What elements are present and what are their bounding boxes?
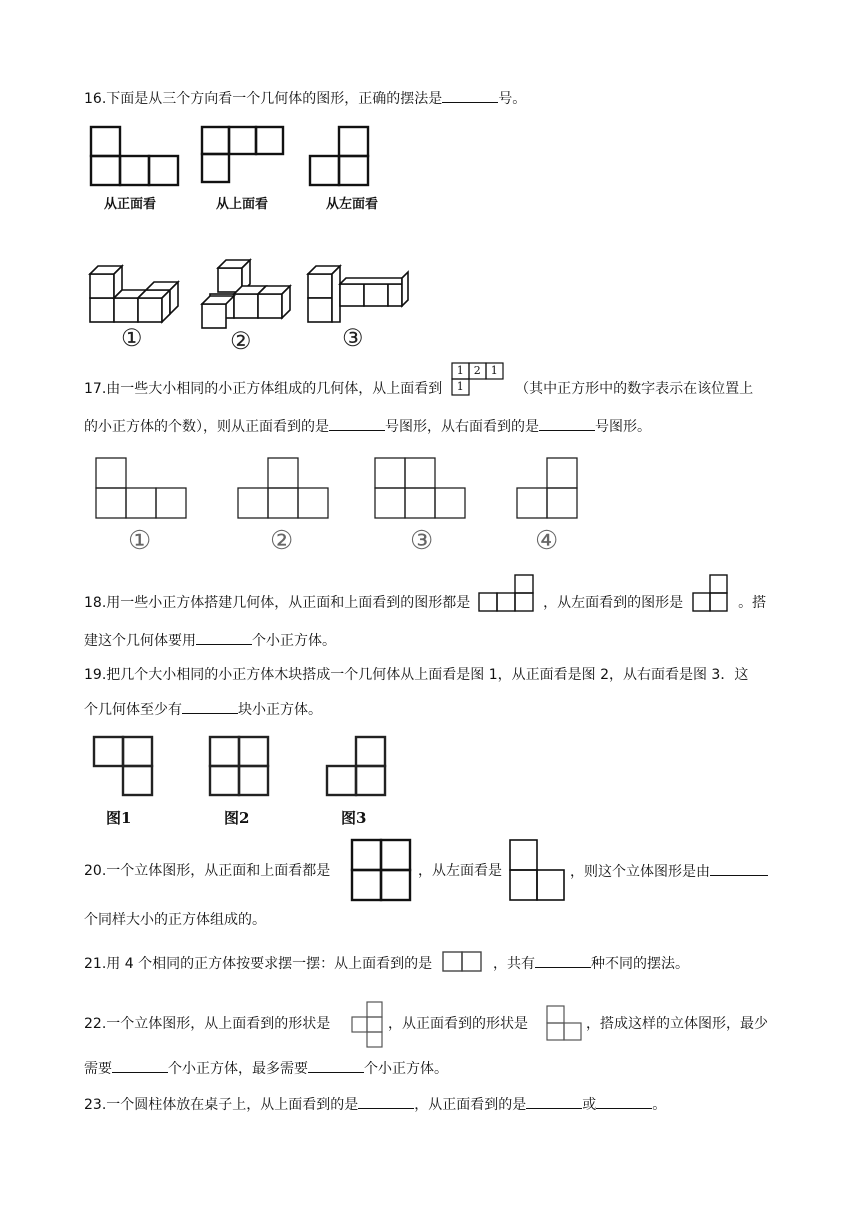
- q18-text-line1: 18.用一些小正方体搭建几何体，从正面和上面看到的图形都是 ，从左面看到的图形是 。搭: [84, 592, 766, 614]
- q23-text: 23.一个圆柱体放在桌子上，从上面看到的是 ，从正面看到的是 或 。: [84, 1094, 666, 1115]
- q18-left-view-figure: [691, 592, 731, 614]
- q17-option-1-figure: [95, 457, 189, 521]
- q16-option-label-3: ③: [342, 324, 364, 352]
- q18-text-line2: 建这个几何体要用 个小正方体。: [84, 630, 336, 651]
- q20-left-view-figure: [508, 838, 568, 904]
- q19-fig2-label: 图2: [224, 809, 250, 827]
- q16-view-label-left: 从左面看: [326, 197, 379, 212]
- q21-answer-blank[interactable]: [535, 953, 591, 968]
- q17-top-view-grid: 1 2 1 1: [451, 372, 507, 406]
- q17-option-2-figure: [237, 457, 331, 521]
- q16-left-view: [309, 126, 373, 186]
- q16-option-1-figure: [88, 262, 188, 326]
- q18-front-top-view-figure: [478, 592, 536, 614]
- q16-text: 16.下面是从三个方向看一个几何体的图形，正确的摆法是 号。: [84, 88, 526, 109]
- q16-front-view: [90, 126, 182, 186]
- q18-answer-blank[interactable]: [196, 630, 252, 645]
- q22-text-mid: ，从正面看到的形状是: [388, 1016, 528, 1032]
- q17-option-label-3: ③: [410, 526, 434, 556]
- q22-text-prefix: 22.一个立体图形，从上面看到的形状是: [84, 1016, 331, 1032]
- q22-max-answer-blank[interactable]: [308, 1058, 364, 1073]
- q19-fig1: [92, 735, 154, 799]
- q17-right-answer-blank[interactable]: [539, 416, 595, 431]
- q19-fig1-label: 图1: [106, 809, 132, 827]
- q19-fig2: [208, 735, 270, 799]
- q19-fig3: [325, 735, 387, 799]
- q17-option-label-1: ①: [128, 526, 152, 556]
- q21-text: 21.用 4 个相同的正方体按要求摆一摆：从上面看到的是 ，共有 种不同的摆法。: [84, 953, 689, 975]
- q20-text-line2: 个同样大小的正方体组成的。: [84, 912, 266, 928]
- q17-option-3-figure: [374, 457, 468, 521]
- q19-fig3-label: 图3: [341, 809, 367, 827]
- q17-front-answer-blank[interactable]: [329, 416, 385, 431]
- q22-min-answer-blank[interactable]: [112, 1058, 168, 1073]
- q22-front-view-figure: [545, 1004, 585, 1044]
- q17-option-4-figure: [516, 457, 580, 521]
- q16-option-3-figure: [306, 262, 410, 326]
- q20-answer-blank[interactable]: [710, 861, 768, 876]
- q19-text-line1: 19.把几个大小相同的小正方体木块搭成一个几何体从上面看是图 1，从正面看是图 2，从右面看是图 3．这: [84, 667, 749, 683]
- q16-view-label-front: 从正面看: [104, 197, 157, 212]
- q16-top-view: [201, 126, 285, 186]
- q23-front-answer-blank-2[interactable]: [596, 1094, 652, 1109]
- q17-option-label-4: ④: [535, 526, 559, 556]
- q16-view-label-top: 从上面看: [216, 197, 269, 212]
- q20-text-mid: ，从左面看是: [418, 863, 502, 879]
- q16-option-label-1: ①: [121, 324, 143, 352]
- q17-text-line2: 的小正方体的个数），则从正面看到的是 号图形，从右面看到的是 号图形。: [84, 416, 651, 437]
- q20-text-line1: 20.一个立体图形，从正面和上面看都是: [84, 863, 331, 879]
- q17-option-label-2: ②: [270, 526, 294, 556]
- q16-option-label-2: ②: [230, 327, 252, 355]
- q19-text-line2: 个几何体至少有 块小正方体。: [84, 699, 322, 720]
- q16-answer-blank[interactable]: [442, 88, 498, 103]
- q20-front-top-view-figure: [350, 838, 414, 904]
- q22-text-tail: ，搭成这样的立体图形，最少: [586, 1016, 768, 1032]
- q16-option-2-figure: [200, 258, 300, 330]
- q20-text-tail: ，则这个立体图形是由: [570, 861, 768, 882]
- q22-text-line2: 需要 个小正方体，最多需要 个小正方体。: [84, 1058, 448, 1079]
- q23-front-answer-blank-1[interactable]: [526, 1094, 582, 1109]
- q17-text-line1: 17.由一些大小相同的小正方体组成的几何体，从上面看到 1 2 1 1 （其中正方形中的数字表示在该位置上: [84, 372, 753, 406]
- q21-top-view-figure: [441, 953, 485, 975]
- q19-answer-blank[interactable]: [182, 699, 238, 714]
- q22-top-view-figure: [350, 1000, 386, 1052]
- q23-top-answer-blank[interactable]: [358, 1094, 414, 1109]
